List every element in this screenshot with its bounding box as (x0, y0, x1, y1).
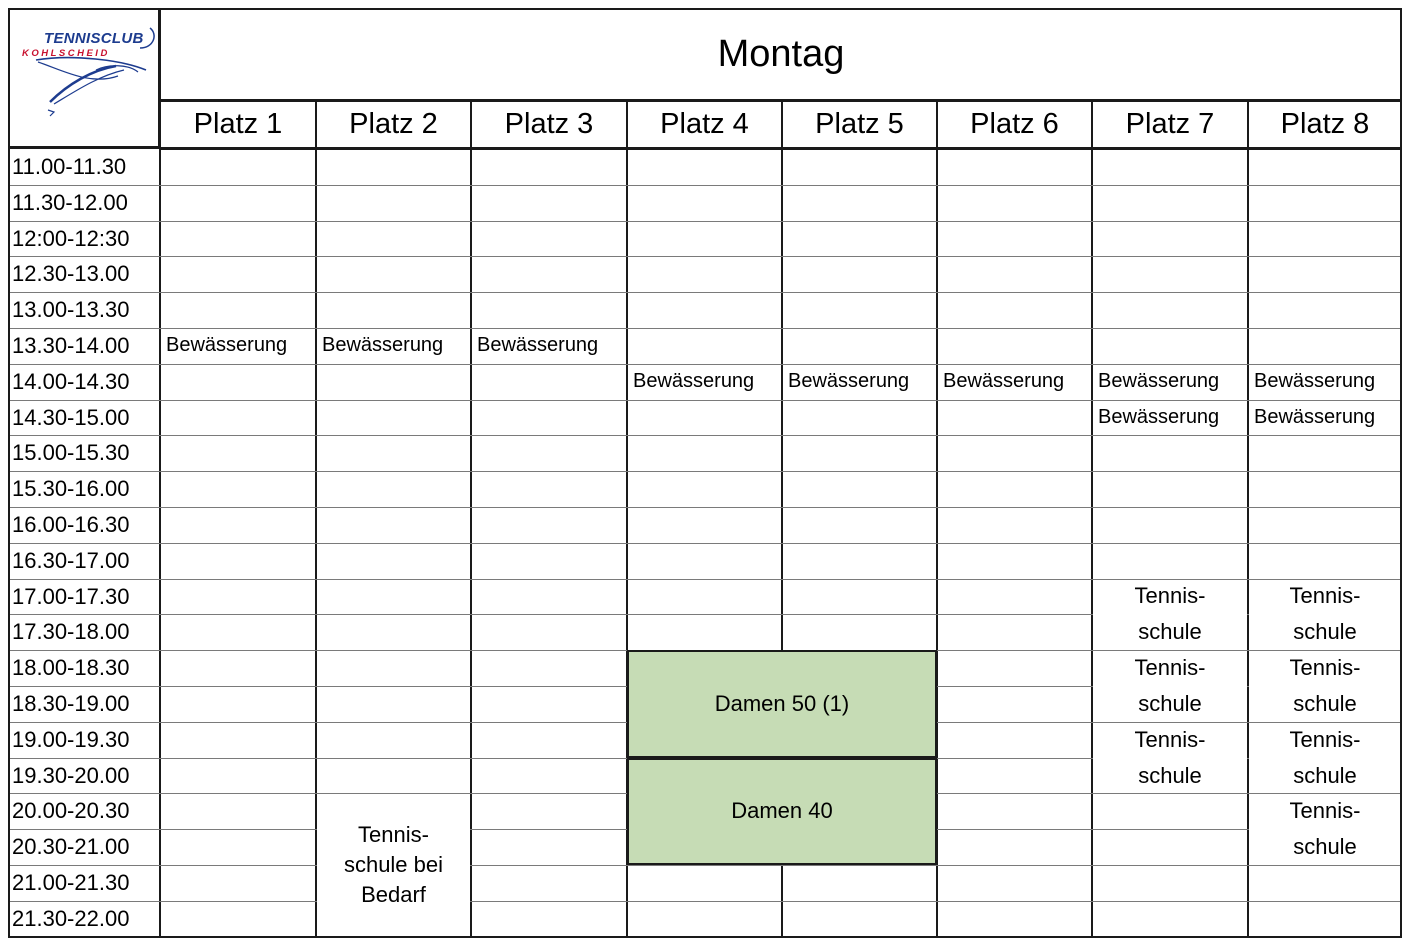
title-bottom-line (160, 99, 1402, 101)
tennis-school-line1: Tennis- (1289, 726, 1361, 752)
time-slot-label: 19.00-19.30 (12, 726, 130, 752)
time-slot-label: 21.00-21.30 (12, 870, 130, 895)
tennis-school-line1: Tennis- (1289, 583, 1361, 609)
time-slot-label: 21.30-22.00 (12, 905, 130, 931)
tennis-school-line1: Tennis- (1134, 726, 1206, 752)
court-header-6: Platz 6 (937, 100, 1092, 150)
day-title: Montag (160, 8, 1402, 102)
tennis-school-on-demand-line3: Bedarf (361, 881, 426, 907)
logo-name: TENNISCLUB (44, 30, 144, 47)
watering-entry: Bewässerung (1254, 405, 1376, 428)
tennis-school-on-demand-line1: Tennis- (358, 821, 429, 847)
tennis-school-line1: Tennis- (1134, 583, 1206, 609)
time-slot-label: 13.00-13.30 (12, 297, 130, 323)
court-header-2: Platz 2 (316, 100, 471, 150)
tennis-school-line2: schule (1293, 834, 1357, 860)
logo-location: KOHLSCHEID (22, 48, 110, 59)
time-slot-label: 19.30-20.00 (12, 762, 130, 788)
watering-entry: Bewässerung (322, 334, 444, 357)
time-slot-label: 12.30-13.00 (12, 261, 130, 287)
tennis-school-line2: schule (1138, 690, 1202, 716)
watering-entry: Bewässerung (166, 334, 288, 357)
time-slot-label: 15.00-15.30 (12, 440, 130, 466)
watering-entry: Bewässerung (943, 370, 1065, 393)
watering-entry: Bewässerung (1254, 370, 1376, 393)
watering-entry: Bewässerung (477, 334, 599, 357)
court-header-7: Platz 7 (1092, 100, 1248, 150)
time-slot-label: 17.00-17.30 (12, 583, 130, 609)
time-slot-label: 11.30-12.00 (12, 189, 128, 215)
tennis-school-line2: schule (1293, 690, 1357, 716)
time-slot-label: 16.30-17.00 (12, 547, 130, 573)
court-header-4: Platz 4 (627, 100, 782, 150)
time-slot-label: 14.00-14.30 (12, 368, 130, 394)
tennis-school-line2: schule (1293, 619, 1357, 645)
damen50-label: Damen 50 (1) (714, 690, 850, 716)
time-slot-label: 18.00-18.30 (12, 655, 130, 681)
watering-entry: Bewässerung (788, 370, 910, 393)
time-slot-label: 17.30-18.00 (12, 619, 130, 645)
tennis-school-line1: Tennis- (1134, 654, 1206, 680)
damen40-label: Damen 40 (731, 798, 833, 824)
court-header-8: Platz 8 (1248, 100, 1402, 150)
court-header-5: Platz 5 (782, 100, 937, 150)
tennis-school-line2: schule (1293, 762, 1357, 788)
time-slot-label: 11.00-11.30 (12, 154, 127, 179)
tennis-school-on-demand-line2: schule bei (343, 851, 444, 877)
header-bottom-line (8, 147, 1402, 149)
watering-entry: Bewässerung (1098, 370, 1220, 393)
tennis-school-line2: schule (1138, 762, 1202, 788)
tennis-school-line2: schule (1138, 619, 1202, 645)
time-slot-label: 15.30-16.00 (12, 476, 130, 502)
tennis-school-line1: Tennis- (1289, 654, 1361, 680)
watering-entry: Bewässerung (1098, 405, 1220, 428)
time-slot-label: 18.30-19.00 (12, 691, 130, 716)
court-header-1: Platz 1 (160, 100, 316, 150)
court-header-3: Platz 3 (471, 100, 627, 150)
time-slot-label: 14.30-15.00 (12, 404, 130, 430)
time-slot-label: 20.00-20.30 (12, 798, 130, 824)
time-slot-label: 16.00-16.30 (12, 512, 130, 537)
watering-entry: Bewässerung (633, 370, 755, 393)
time-slot-label: 20.30-21.00 (12, 834, 130, 860)
time-slot-label: 13.30-14.00 (12, 333, 130, 358)
tennis-school-line1: Tennis- (1289, 798, 1361, 824)
time-slot-label: 12:00-12:30 (12, 225, 130, 251)
